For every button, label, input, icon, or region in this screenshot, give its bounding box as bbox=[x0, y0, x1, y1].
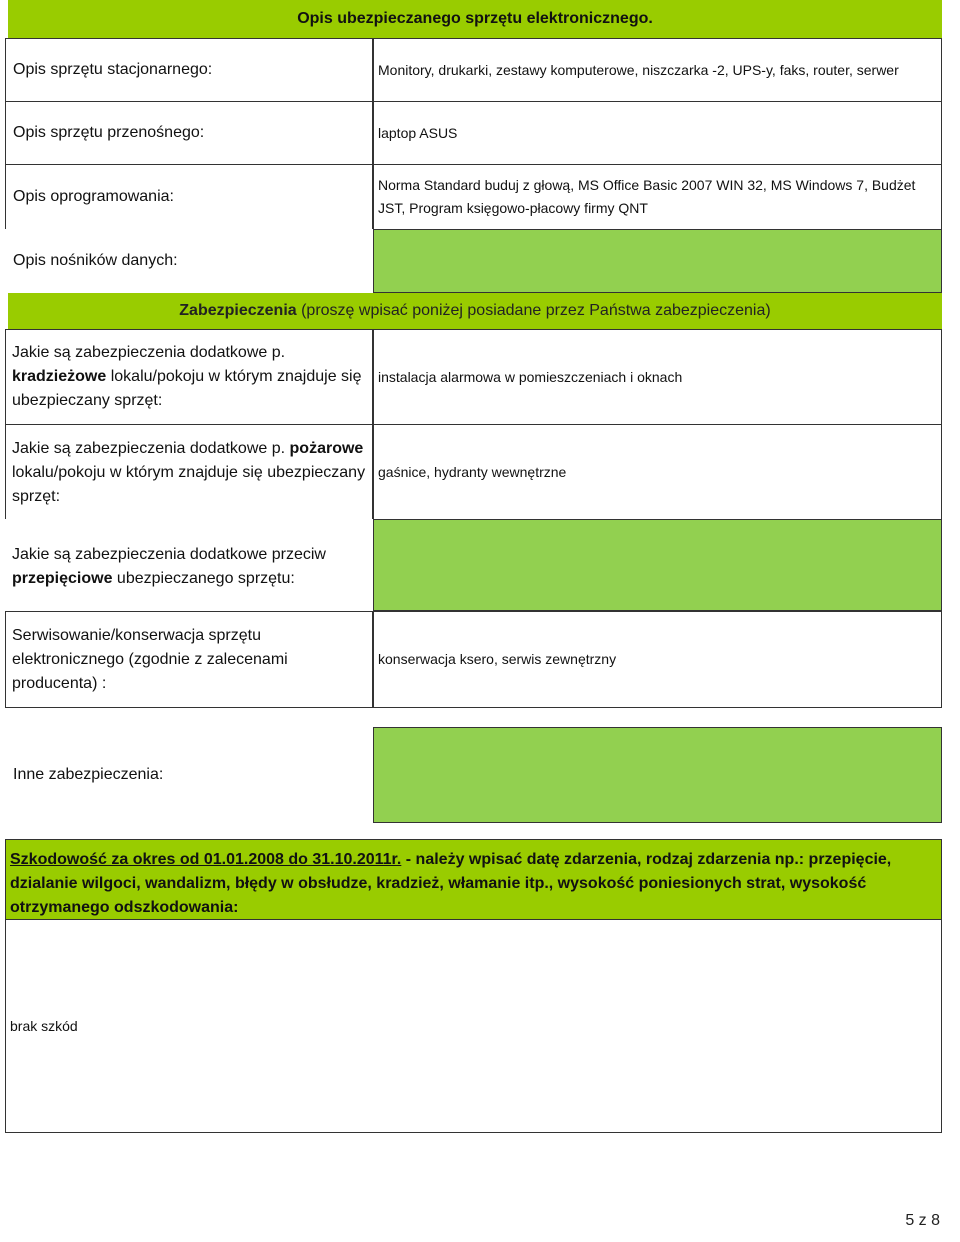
surge-value[interactable] bbox=[373, 519, 942, 611]
service-label bbox=[12, 624, 332, 704]
media-label bbox=[5, 229, 373, 293]
stationary-value-text: Monitory, drukarki, zestawy komputerowe, niszczarka -2, UPS-y, faks, router, serwer bbox=[378, 61, 899, 78]
theft-value-text: instalacja alarmowa w pomieszczeniach i oknach bbox=[378, 369, 683, 385]
portable-value-text: laptop ASUS bbox=[378, 124, 458, 141]
surge-label-post: ubezpieczanego sprzętu: bbox=[112, 570, 295, 587]
service-value-text: konserwacja ksero, serwis zewnętrzny bbox=[378, 651, 617, 667]
software-value-text: Norma Standard buduj z głową, MS Office Basic 2007 WIN 32, MS Windows 7, Budżet JST, Program księgowo-płacowy firmy QNT bbox=[378, 176, 916, 216]
claims-value-box[interactable] bbox=[5, 920, 942, 1133]
claims-heading-text: - należy wpisać datę zdarzenia, rodzaj zdarzenia np.: przepięcie, dzialanie wilgoci, wandalizm, błędy w obsłudze, kradzież, włamanie itp., wysokość poniesionych strat, wysokość otrzymanego odszkodowania: bbox=[10, 851, 892, 916]
software-label-text: Opis oprogramowania: bbox=[13, 187, 174, 205]
portable-label bbox=[5, 102, 373, 164]
security-section-title-rest: (proszę wpisać poniżej posiadane przez Państwa zabezpieczenia) bbox=[296, 302, 771, 319]
surge-label-bold: przepięciowe bbox=[12, 570, 113, 587]
security-section-bar bbox=[8, 293, 942, 329]
software-value[interactable] bbox=[374, 164, 941, 229]
theft-label-pre: Jakie są zabezpieczenia dodatkowe p. bbox=[12, 344, 286, 361]
theft-label bbox=[12, 341, 372, 421]
service-label-text: Serwisowanie/konserwacja sprzętu elektronicznego (zgodnie z zalecenami producenta) : bbox=[12, 627, 288, 692]
service-value[interactable] bbox=[374, 611, 941, 708]
other-value[interactable] bbox=[373, 727, 942, 823]
fire-label bbox=[12, 437, 372, 517]
surge-label bbox=[12, 543, 372, 603]
media-value[interactable] bbox=[373, 229, 942, 293]
stationary-value[interactable] bbox=[374, 38, 941, 102]
claims-heading bbox=[5, 839, 942, 920]
theft-label-bold: kradzieżowe bbox=[12, 368, 107, 385]
portable-value[interactable] bbox=[374, 102, 941, 164]
form-title: Opis ubezpieczanego sprzętu elektronicznego. bbox=[297, 10, 653, 27]
fire-value[interactable] bbox=[374, 425, 941, 519]
surge-label-pre: Jakie są zabezpieczenia dodatkowe przeciw bbox=[12, 546, 326, 563]
media-label-text: Opis nośników danych: bbox=[13, 252, 178, 269]
fire-value-text: gaśnice, hydranty wewnętrzne bbox=[378, 463, 567, 480]
theft-value[interactable] bbox=[374, 329, 941, 425]
fire-label-post: lokalu/pokoju w którym znajduje się ubezpieczany sprzęt: bbox=[12, 464, 366, 505]
claims-value: brak szkód bbox=[10, 1018, 78, 1034]
other-label bbox=[5, 727, 373, 823]
security-section-title bbox=[179, 302, 770, 320]
stationary-label-text: Opis sprzętu stacjonarnego: bbox=[13, 61, 213, 78]
fire-label-bold: pożarowe bbox=[289, 440, 364, 457]
page-number: 5 z 8 bbox=[905, 1212, 940, 1229]
stationary-label bbox=[5, 38, 373, 102]
theft-label-post: lokalu/pokoju w którym znajduje się ubezpieczany sprzęt: bbox=[12, 368, 362, 409]
other-label-text: Inne zabezpieczenia: bbox=[13, 766, 164, 783]
claims-heading-period: Szkodowość za okres od 01.01.2008 do 31.10.2011r. bbox=[10, 851, 402, 868]
fire-label-pre: Jakie są zabezpieczenia dodatkowe p. bbox=[12, 440, 290, 457]
form-title-bar bbox=[8, 0, 942, 38]
software-label bbox=[5, 164, 373, 229]
portable-label-text: Opis sprzętu przenośnego: bbox=[13, 124, 205, 141]
security-section-title-bold: Zabezpieczenia bbox=[179, 302, 297, 319]
